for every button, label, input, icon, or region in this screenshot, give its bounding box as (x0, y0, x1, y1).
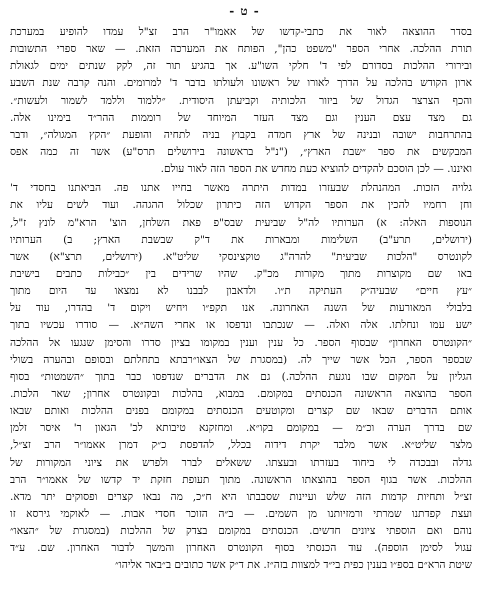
text-line: ועצת קפדתנו שמרתי ורמזיותנו מן השמים. — ב״ה הזוכר חסדי אבות. — לאוקמי גירסא זו (10, 507, 472, 520)
text-line: הגליון על המקום שבו נוגעת ההלכה.) גם את הדברים שנדפסו כבר בתוך ״השמטות״ בסוף (10, 370, 472, 383)
text-line: בסדר ההוצאה לאור את כתבי-קדשו של אאמו"ר הרב זצ"ל עמדו להופיע במערכת (10, 26, 472, 38)
text-line: הספר בהוצאה הראשונה הכנסתים במקומם. במבוא, בהלכות ובקונטרס אחרון; שאר הלכות. (10, 387, 472, 400)
text-line: ההלכות. אשר בגוף הספר בהוצאתו הראשונה. מתוך תעופת חזקת יד קדשו של אאמו״ר הרב (10, 473, 472, 486)
text-line: גדלה ובבכדה לי ביחוד בעזרתו ובעצתו. ששאלים לברר ולפרש את ציוני המקורות של (10, 456, 472, 469)
text-line: והכף הצרצר הגדול של ביזור הלכותיה וקביעתן היסודית. ״ללמוד וללמד לשמור ולעשות״. (10, 94, 472, 107)
text-line: ארון הקודש בהלכה על הדרך לאורו של ראשונו ולעולתו בדבר ד' למרומים. והנה קרבה שנת השבע (10, 77, 472, 90)
text-line: תורת ההלכה. אחרי הספר "משפט כהן", הפותח את המערכה הזאת. — שאר ספרי התשובות (10, 43, 472, 56)
text-line: ובירורי ההלכות בסדורם לפי ד' חלקי השו"ע. אך בהגיע תור זה, לקק שנתים ימים לגאולת (10, 60, 472, 73)
text-line: ישע עמו ונחלתו. אלה ואלה. — שנכתבו ונדפסו או אחרי השה״א. — סודרו עכשיו בתוך (10, 319, 472, 332)
text-line: בהתרחבות ישובה ובנינה של ארץ חמדה בקבוץ בניה לתחיה והופעת ״הקץ המגולה״, ודבר (10, 128, 472, 141)
text-line: הנוספות האלה: א) הערותיו לה"ל שביעית שבס"פ פאת השלחן, הוצ' הרא"מ לונץ ז"ל, (10, 216, 472, 229)
page-number: - ט - (229, 4, 260, 18)
text-line: המבקשים את ספר ״שבת הארץ״, ("נ"ל בראשונה בירושלים תרס"ע) אשר זה כמה אפס (10, 145, 472, 158)
text-line: שבספר הספר, הכל אשר שייך לה. (במסגרת של הצאו״רבתא בתחלתם ובסופם ובהערה בשולי (10, 353, 472, 366)
paragraph (10, 24, 472, 178)
text-line: עגול לסימן הוספה). עוד הכנסתי בסוף הקונטרס האחרון והמשך לדבור האחרון. שם. ע״ד (10, 542, 472, 555)
text-line: וחן רחמיו להכין את הספר הקדוש הזה כיתרון שכלול ההגהה. ועוד לשים עליו את (10, 199, 472, 212)
text-line: אותם הדברים שבאו שם קצרים ומקוטעים הכנסתים במקומם בפנים ההלכות ואותם שבאו (10, 405, 472, 418)
text-line: שיטת הרא״ם בספ״ו בענין כפית בי״ד למצוות בזה״ז. את ד״ק אשר כתובים ב״באר אליהו״ (114, 559, 472, 572)
text-line: נוהם ואם הוספתי ציונים חדשים. הכנסתים במקומם בצדק של ההלכות (במסגרת של ״הצאו״ (10, 525, 472, 538)
text-line: לקונטרס "הלכות שביעית" להרה"ג טוקצינסקי שליט"א. (ירושלים, תרצ"א) אשר (10, 250, 472, 263)
text-line: באו שם מקוצרות מתוך מקורות מכ"ק. שהיו שרידים בין ״כבילות כתבים בישיבת (10, 267, 472, 280)
text-line: גם מצד עצם הענין וגם מצד העזר המיוחד של רוממות ההר״ד בימינו אלה. (10, 111, 472, 124)
text-line: מלצר שליט״א. אשר מלבד יקרת דידוה בכלל, להדפסת כ״ק דמרן אאמו״ר הרב זצ״ל, (10, 439, 472, 452)
text-line: ואיננו. — לכן הוסכם להקדים להוציא כעת מחדש את הספר הזה לאור עולם. (160, 163, 472, 176)
body-text (10, 24, 472, 575)
paragraph (10, 180, 472, 574)
text-line: שם בדרך הערה וכ״מ — במקומם בקו״א. ומחזקנא טיבותא לכ' הגאון ר' איסר זלמן (10, 422, 472, 435)
text-line: זצ״ל ותחיות קדמות הזה שלש ועיינות שסבבתו היא ח״כ, מה נבאו קצרים ופסוקים יתר מדא. (10, 490, 472, 503)
text-line: ״הקונטרס האחרון״ שבסוף הספר. כל ענין וענין במקומו בציון סדרו והסימן שנגעו אל ההלכה (10, 336, 472, 349)
text-line: בלבולי המאורעות של השנה האחרונה. אנו תקפ״ו ויחיש ויקום ד' בהדרו, עוד על (10, 302, 472, 315)
text-line: (ירושלים, תרע"ב) השלימות ומבארות את ד"ק שבשבת הארץ; ב) הערותיו (10, 233, 472, 246)
text-line: גלויה הזכות. המהנהלת שבעזרו במדות היתרה מאשר בחייו אתנו פה. הביאתנו בחסדי ד' (10, 182, 472, 195)
text-line: ״עץ חיים״ שבעיה״ק העתיקה ת״ו. ולדאבון לבבנו לא נמצאו עד היום מתוך (10, 285, 472, 298)
